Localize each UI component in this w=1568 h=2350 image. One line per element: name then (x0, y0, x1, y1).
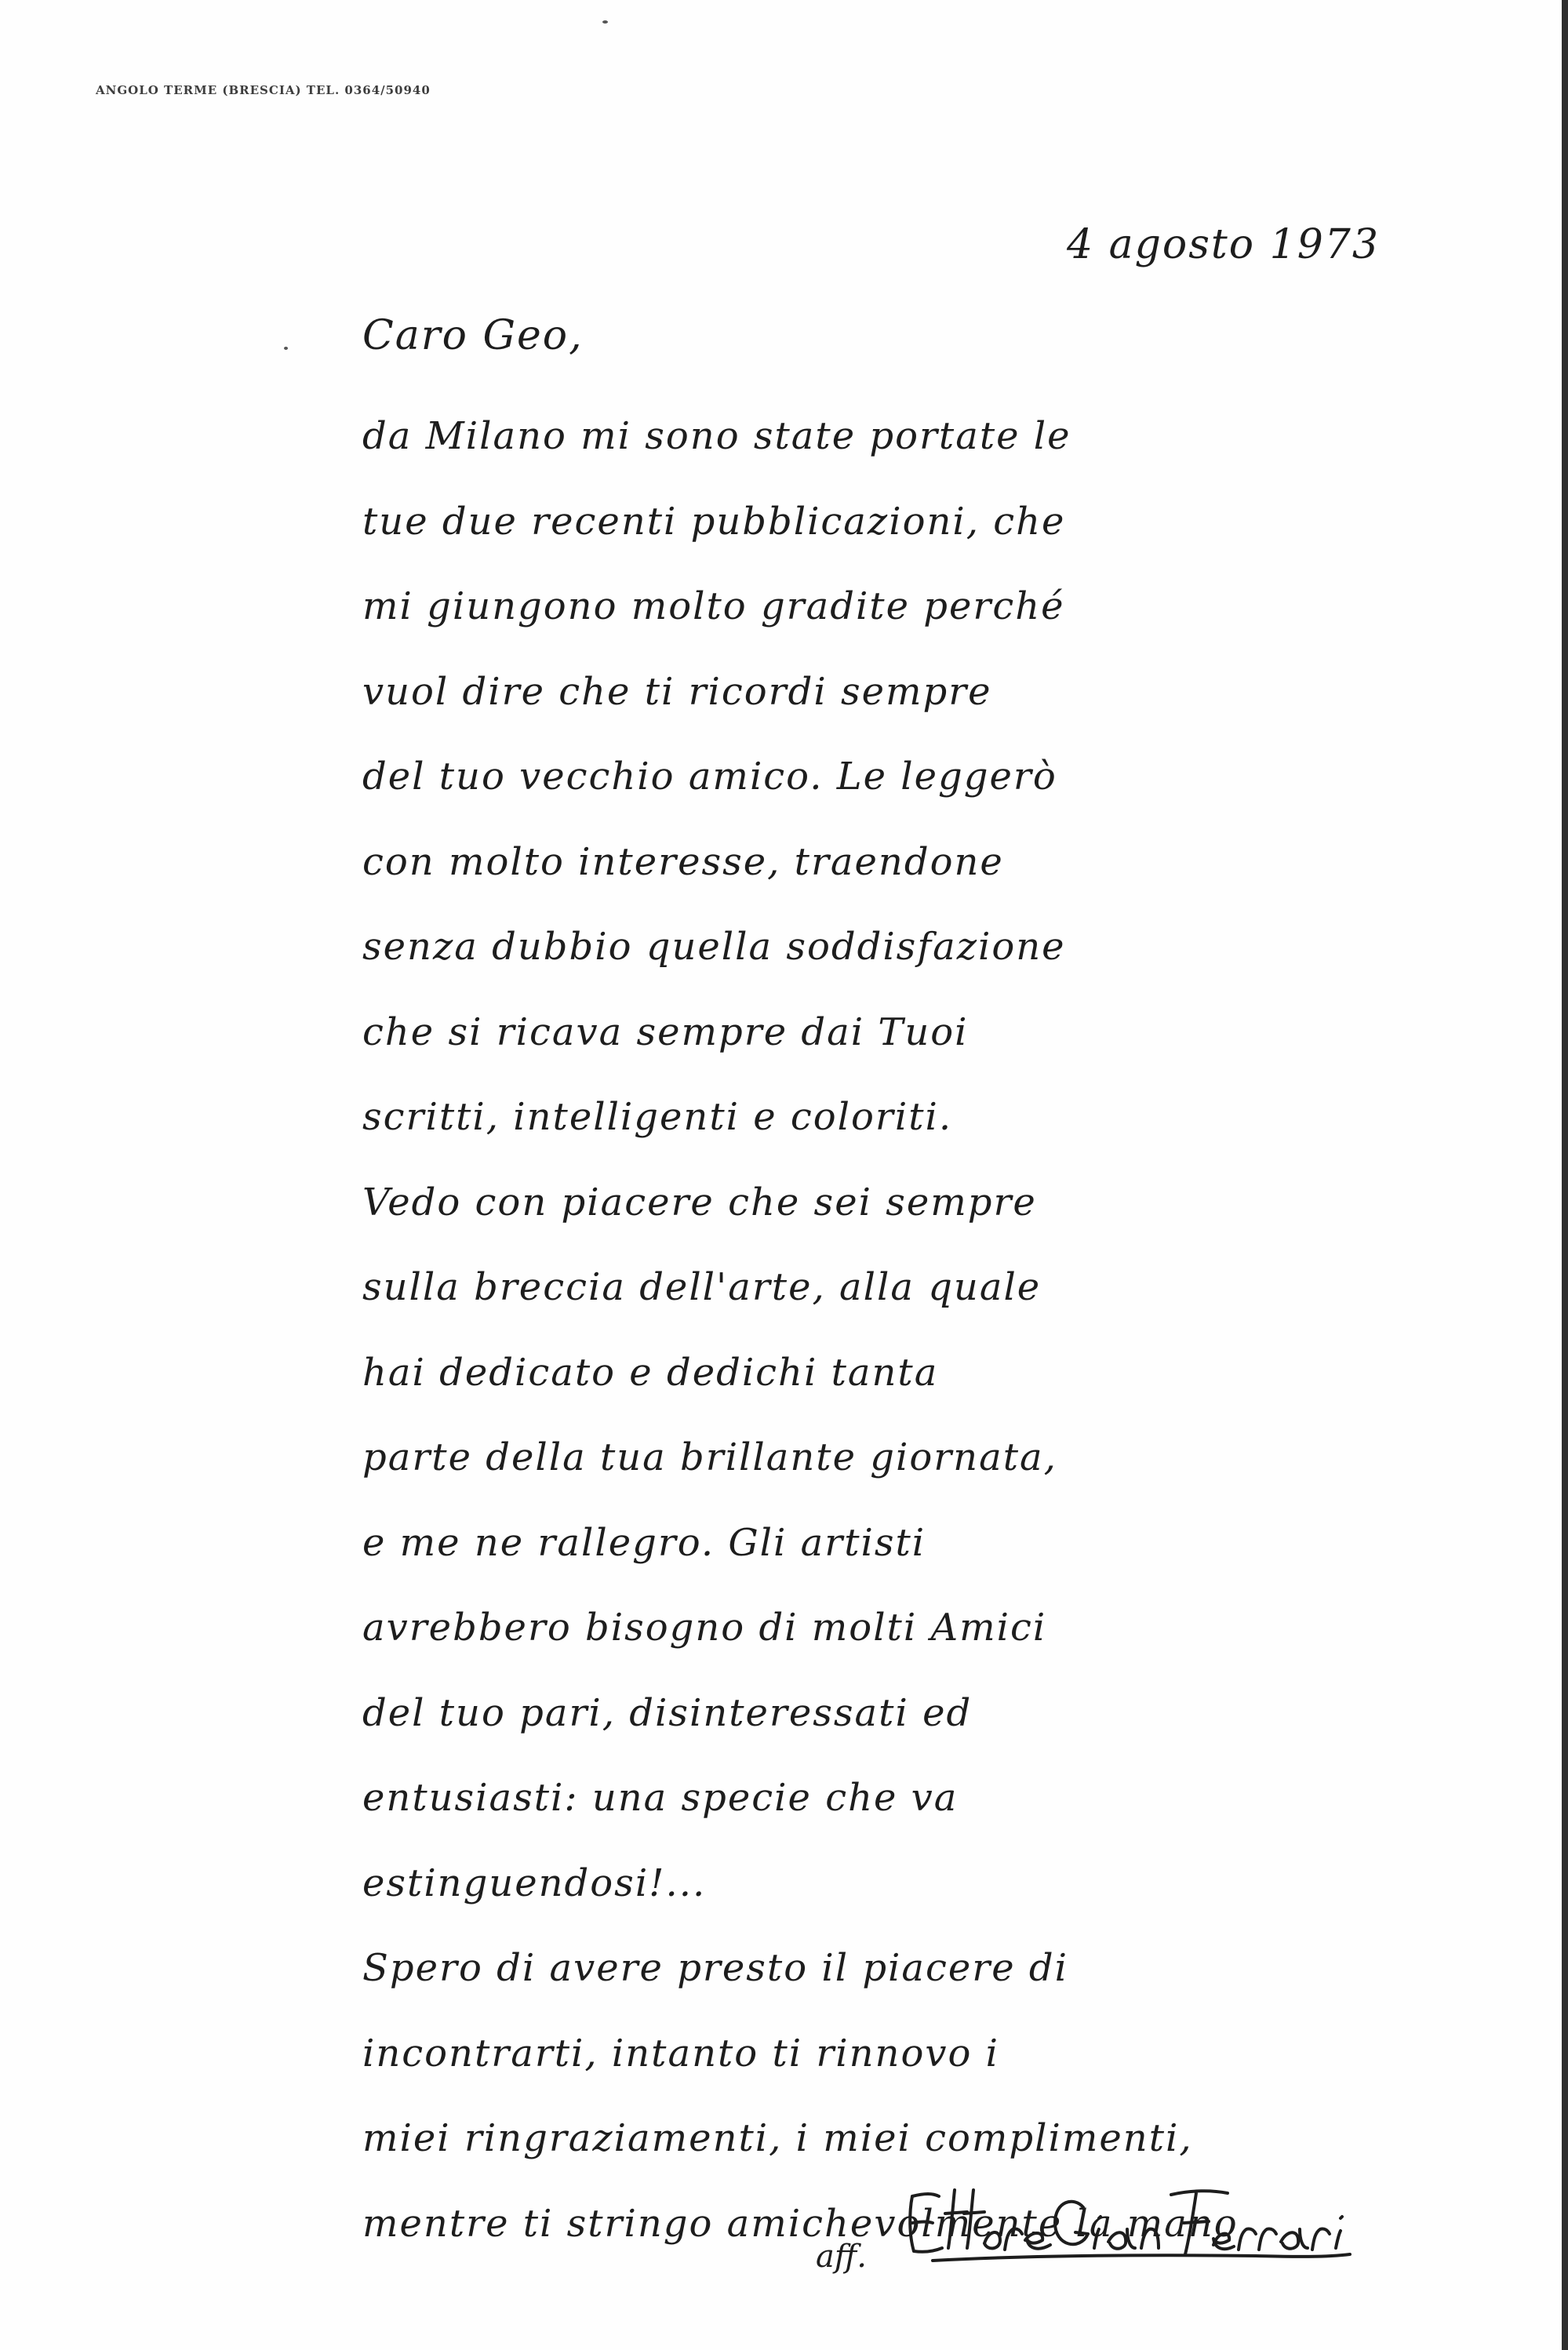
body-line: che si ricava sempre dai Tuoi (362, 1009, 969, 1054)
letter-date: 4 agosto 1973 (1067, 221, 1380, 268)
body-line: mentre ti stringo amichevolmente la mano (362, 2201, 1239, 2246)
body-line: senza dubbio quella soddisfazione (362, 925, 1066, 969)
body-line: da Milano mi sono state portate le (362, 414, 1071, 458)
body-line: scritti, intelligenti e coloriti. (362, 1095, 953, 1139)
handwritten-signature (901, 2173, 1356, 2267)
body-line: incontrarti, intanto ti rinnovo i (362, 2031, 999, 2075)
closing-block (816, 2173, 1356, 2275)
body-line: miei ringraziamenti, i miei complimenti, (362, 2116, 1193, 2160)
body-line: avrebbero bisogno di molti Amici (362, 1606, 1047, 1650)
body-line: entusiasti: una specie che va (362, 1776, 959, 1820)
letter-body (362, 394, 1382, 2266)
letterhead: ANGOLO TERME (BRESCIA) TEL. 0364/50940 (96, 83, 431, 97)
body-line: e me ne rallegro. Gli artisti (362, 1520, 926, 1565)
body-line: estinguendosi!... (362, 1861, 707, 1905)
salutation: Caro Geo, (362, 312, 584, 359)
ink-speck (284, 347, 288, 350)
body-line: Spero di avere presto il piacere di (362, 1946, 1068, 1990)
closing-abbreviation: aff. (816, 2239, 867, 2275)
body-line: parte della tua brillante giornata, (362, 1435, 1057, 1479)
body-line: sulla breccia dell'arte, alla quale (362, 1265, 1042, 1309)
body-line: con molto interesse, traendone (362, 839, 1004, 884)
body-line: vuol dire che ti ricordi sempre (362, 669, 992, 714)
body-line: del tuo vecchio amico. Le leggerò (362, 755, 1057, 798)
body-line: tue due recenti pubblicazioni, che (362, 499, 1066, 544)
ink-speck (602, 20, 608, 24)
body-line: del tuo pari, disinteressati ed (362, 1690, 973, 1735)
body-line: mi giungono molto gradite perché (362, 584, 1065, 628)
body-line: Vedo con piacere che sei sempre (362, 1180, 1037, 1224)
body-line: hai dedicato e dedichi tanta (362, 1350, 939, 1395)
